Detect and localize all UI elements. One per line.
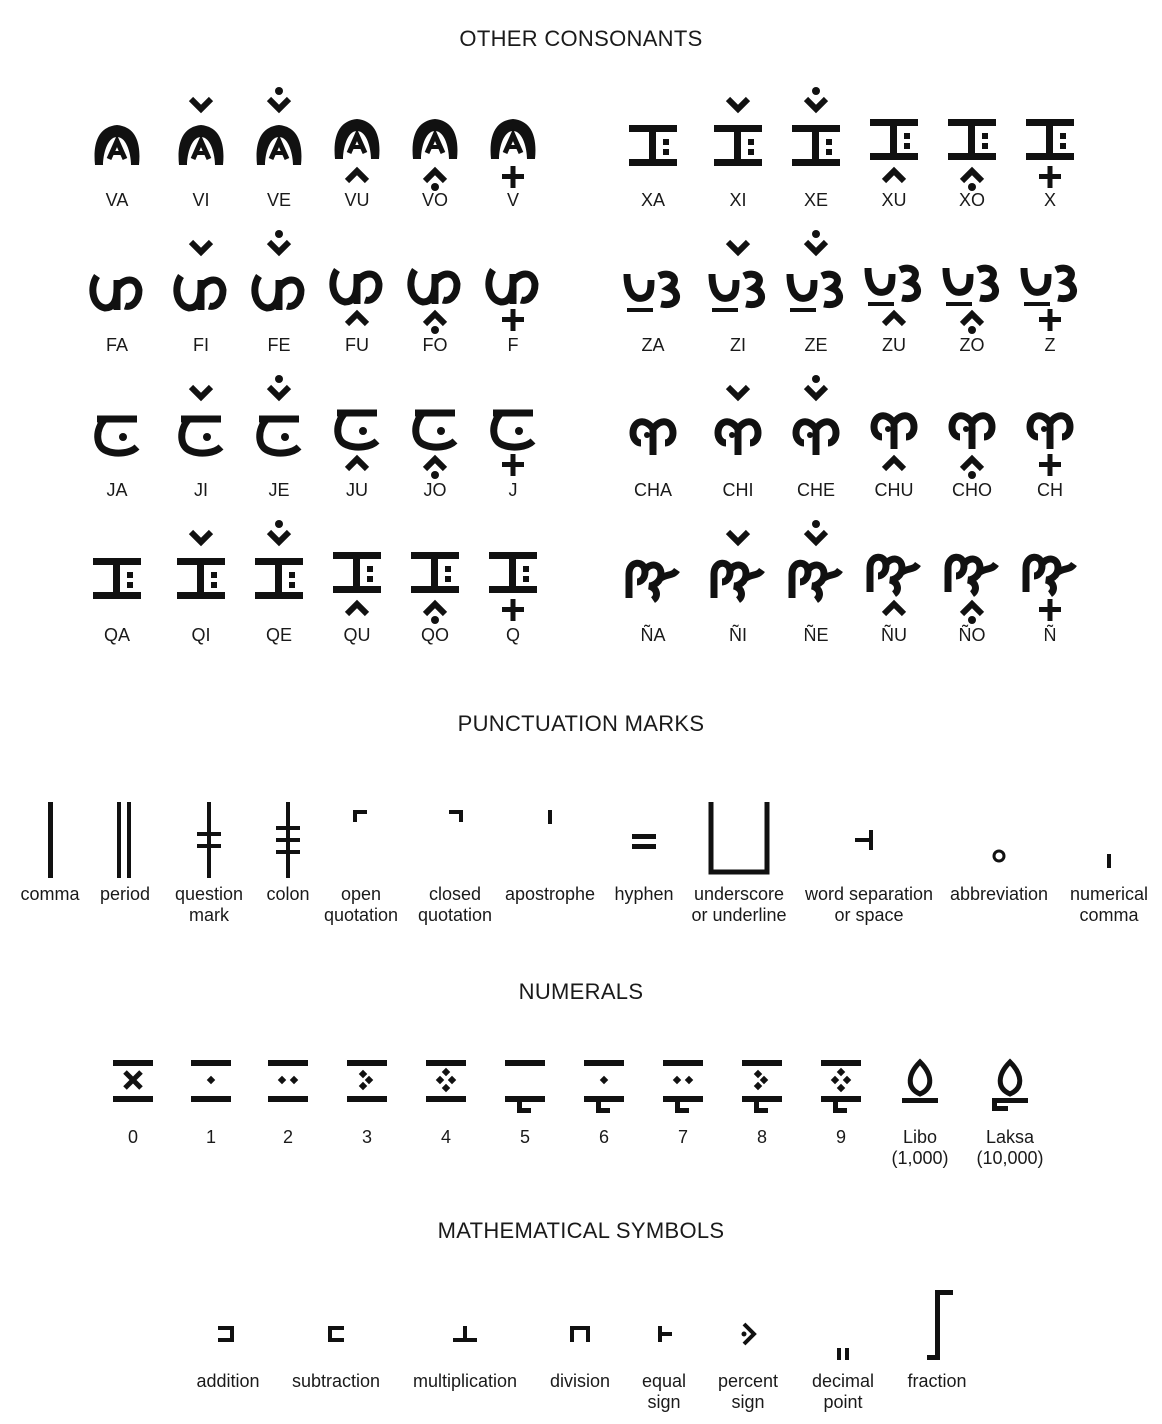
consonant-glyph-ji — [167, 369, 235, 489]
consonant-label-v-line: V — [506, 190, 520, 210]
consonant-label-z-line: Z — [1044, 335, 1056, 355]
consonant-glyph-fa — [83, 224, 151, 344]
punctuation-label-9 — [805, 884, 933, 926]
punctuation-label-9-line: or space — [834, 905, 904, 925]
numeral-label-5-line: 5 — [519, 1127, 531, 1147]
consonant-label-che-line: CHE — [796, 480, 836, 500]
numeral-label-10-line: Libo — [902, 1127, 938, 1147]
math-glyph-arch — [560, 1290, 600, 1362]
consonant-glyph-ze — [782, 224, 850, 344]
math-label-5-line: sign — [731, 1392, 765, 1412]
consonant-glyph-fo — [401, 224, 469, 344]
consonant-label-fo-line: FO — [422, 335, 448, 355]
consonant-glyph-x — [1016, 81, 1084, 201]
numeral-label-5 — [520, 1127, 530, 1148]
consonant-glyph-ñi — [704, 514, 772, 634]
punctuation-label-10 — [950, 884, 1048, 905]
heading-mathematical-symbols: MATHEMATICAL SYMBOLS — [437, 1218, 725, 1243]
consonant-label-chu-line: CHU — [874, 480, 914, 500]
consonant-glyph-chi — [704, 369, 772, 489]
consonant-label-ch — [1037, 480, 1063, 501]
consonant-label-qo-line: QO — [420, 625, 450, 645]
consonant-label-ñ-line: Ñ — [1043, 625, 1057, 645]
punctuation-label-0-line: comma — [20, 884, 80, 904]
consonant-label-ña — [640, 625, 665, 646]
consonant-label-va — [106, 190, 129, 211]
punctuation-label-9-line: word separation — [804, 884, 934, 904]
punctuation-label-3-line: colon — [266, 884, 310, 904]
punctuation-glyph-corner-top-right — [435, 802, 475, 880]
punctuation-label-1-line: period — [99, 884, 151, 904]
math-label-4-line: sign — [647, 1392, 681, 1412]
numeral-glyph-hooked-dots-2 — [661, 1058, 705, 1118]
math-glyph-right-tack — [644, 1290, 684, 1362]
numeral-glyph-hooked-dots-3 — [740, 1058, 784, 1118]
consonant-glyph-ñ — [1016, 514, 1084, 634]
punctuation-label-7-line: hyphen — [614, 884, 674, 904]
consonant-label-ze-line: ZE — [804, 335, 828, 355]
numeral-label-9-line: 9 — [835, 1127, 847, 1147]
consonant-label-cha-line: CHA — [633, 480, 673, 500]
numeral-glyph-hooked-dots-4 — [819, 1058, 863, 1118]
numeral-glyph-dots-1 — [189, 1058, 233, 1118]
consonant-label-ña-line: ÑA — [640, 625, 666, 645]
punctuation-label-6-line: apostrophe — [504, 884, 596, 904]
consonant-label-ñi — [729, 625, 747, 646]
consonant-glyph-f — [479, 224, 547, 344]
consonant-label-ju — [346, 480, 368, 501]
consonant-label-fi-line: FI — [193, 335, 209, 355]
punctuation-glyph-double-bar — [105, 802, 145, 880]
punctuation-label-11-line: comma — [1079, 905, 1139, 925]
punctuation-label-4 — [324, 884, 398, 926]
consonant-glyph-ju — [323, 369, 391, 489]
math-label-0-line: addition — [196, 1371, 260, 1391]
numeral-label-4-line: 4 — [440, 1127, 452, 1147]
punctuation-glyph-tack-left — [849, 802, 889, 880]
consonant-glyph-xu — [860, 81, 928, 201]
punctuation-label-5-line: quotation — [417, 905, 493, 925]
consonant-label-vi-line: VI — [192, 190, 210, 210]
numeral-label-10 — [891, 1127, 948, 1169]
consonant-label-zo — [960, 335, 985, 356]
consonant-label-ji-line: JI — [193, 480, 209, 500]
consonant-label-fi — [193, 335, 209, 356]
punctuation-glyph-open-box — [707, 802, 771, 880]
consonant-label-ja — [106, 480, 127, 501]
punctuation-label-1 — [100, 884, 150, 905]
math-label-3 — [550, 1371, 610, 1392]
consonant-label-f-line: F — [507, 335, 519, 355]
consonant-label-je — [268, 480, 289, 501]
consonant-label-xa — [641, 190, 665, 211]
consonant-glyph-cho — [938, 369, 1006, 489]
consonant-label-ve — [267, 190, 291, 211]
numeral-glyph-dots-4 — [424, 1058, 468, 1118]
consonant-label-za — [641, 335, 664, 356]
consonant-label-ja-line: JA — [106, 480, 128, 500]
consonant-glyph-vi — [167, 81, 235, 201]
numeral-glyph-hooked-dots-1 — [582, 1058, 626, 1118]
math-glyph-double-short-bar — [823, 1290, 863, 1362]
consonant-glyph-ñu — [860, 514, 928, 634]
punctuation-glyph-bar-two-strokes — [189, 802, 229, 880]
numeral-label-1-line: 1 — [205, 1127, 217, 1147]
consonant-label-xo-line: XO — [958, 190, 986, 210]
consonant-glyph-qu — [323, 514, 391, 634]
consonant-label-xu-line: XU — [881, 190, 907, 210]
consonant-glyph-ve — [245, 81, 313, 201]
consonant-label-f — [508, 335, 519, 356]
math-glyph-up-tack — [445, 1290, 485, 1362]
consonant-label-ju-line: JU — [346, 480, 368, 500]
numeral-label-2-line: 2 — [282, 1127, 294, 1147]
math-glyph-bracket-left — [316, 1290, 356, 1362]
consonant-glyph-qo — [401, 514, 469, 634]
consonant-label-fu-line: FU — [345, 335, 369, 355]
consonant-label-cha — [634, 480, 672, 501]
consonant-label-zi — [730, 335, 746, 356]
numeral-label-11-line: (10,000) — [976, 1148, 1044, 1168]
punctuation-glyph-short-tick — [530, 802, 570, 880]
math-label-4-line: equal — [641, 1371, 687, 1391]
punctuation-label-11 — [1070, 884, 1148, 926]
punctuation-label-2-line: question — [174, 884, 244, 904]
punctuation-label-3 — [266, 884, 309, 905]
consonant-glyph-xe — [782, 81, 850, 201]
consonant-label-ñe — [803, 625, 828, 646]
consonant-glyph-q — [479, 514, 547, 634]
consonant-glyph-v — [479, 81, 547, 201]
math-label-6-line: decimal — [811, 1371, 875, 1391]
punctuation-label-7 — [614, 884, 673, 905]
consonant-label-ñi-line: ÑI — [729, 625, 747, 645]
consonant-label-ji — [194, 480, 208, 501]
consonant-glyph-qe — [245, 514, 313, 634]
consonant-label-j-line: J — [508, 480, 518, 500]
consonant-glyph-vu — [323, 81, 391, 201]
numeral-label-10-line: (1,000) — [891, 1148, 949, 1168]
consonant-glyph-ño — [938, 514, 1006, 634]
consonant-label-qu — [344, 625, 371, 646]
consonant-glyph-zi — [704, 224, 772, 344]
consonant-glyph-j — [479, 369, 547, 489]
punctuation-label-6 — [505, 884, 595, 905]
numeral-label-11 — [976, 1127, 1043, 1169]
consonant-label-va-line: VA — [105, 190, 129, 210]
numeral-label-0 — [128, 1127, 138, 1148]
consonant-label-vu-line: VU — [344, 190, 370, 210]
punctuation-label-4-line: open — [340, 884, 382, 904]
consonant-label-ño — [959, 625, 986, 646]
punctuation-label-8-line: underscore — [693, 884, 785, 904]
math-label-1-line: subtraction — [291, 1371, 381, 1391]
consonant-label-vo — [422, 190, 448, 211]
heading-punctuation-marks: PUNCTUATION MARKS — [457, 711, 705, 736]
consonant-glyph-fi — [167, 224, 235, 344]
numeral-label-8 — [757, 1127, 767, 1148]
consonant-label-fa-line: FA — [105, 335, 129, 355]
math-label-4 — [642, 1371, 686, 1413]
consonant-glyph-ñe — [782, 514, 850, 634]
consonant-label-xe — [804, 190, 828, 211]
consonant-glyph-ña — [619, 514, 687, 634]
punctuation-glyph-low-tick — [1089, 802, 1129, 880]
consonant-label-ze — [804, 335, 827, 356]
numeral-label-2 — [283, 1127, 293, 1148]
consonant-label-fa — [106, 335, 128, 356]
consonant-label-x-line: X — [1043, 190, 1057, 210]
consonant-glyph-zo — [938, 224, 1006, 344]
math-label-6-line: point — [823, 1392, 863, 1412]
consonant-label-j — [509, 480, 518, 501]
punctuation-label-2 — [175, 884, 243, 926]
consonant-glyph-ch — [1016, 369, 1084, 489]
numeral-glyph-hooked-empty — [503, 1058, 547, 1118]
numeral-label-0-line: 0 — [127, 1127, 139, 1147]
punctuation-label-0 — [20, 884, 79, 905]
punctuation-glyph-double-dash — [624, 802, 664, 880]
consonant-label-q — [506, 625, 520, 646]
consonant-glyph-xi — [704, 81, 772, 201]
numeral-label-11-line: Laksa — [985, 1127, 1035, 1147]
punctuation-glyph-bar-three-strokes — [268, 802, 308, 880]
consonant-label-fe — [267, 335, 290, 356]
consonant-label-ñ — [1044, 625, 1057, 646]
consonant-glyph-chu — [860, 369, 928, 489]
consonant-label-vi — [192, 190, 209, 211]
numeral-glyph-libo-flame — [898, 1058, 942, 1118]
punctuation-glyph-small-circle — [979, 802, 1019, 880]
math-label-7 — [907, 1371, 966, 1392]
consonant-label-qe — [266, 625, 292, 646]
consonant-label-xi — [729, 190, 746, 211]
consonant-label-qu-line: QU — [343, 625, 371, 645]
consonant-glyph-fe — [245, 224, 313, 344]
consonant-label-qi-line: QI — [191, 625, 211, 645]
math-label-2-line: multiplication — [412, 1371, 518, 1391]
consonant-label-ch-line: CH — [1037, 480, 1063, 500]
consonant-glyph-vo — [401, 81, 469, 201]
consonant-glyph-jo — [401, 369, 469, 489]
punctuation-label-10-line: abbreviation — [949, 884, 1049, 904]
math-label-5-line: percent — [717, 1371, 779, 1391]
consonant-label-qe-line: QE — [265, 625, 293, 645]
consonant-glyph-xo — [938, 81, 1006, 201]
consonant-label-chi-line: CHI — [722, 480, 754, 500]
punctuation-label-11-line: numerical — [1069, 884, 1149, 904]
consonant-label-z — [1045, 335, 1056, 356]
consonant-label-vu — [344, 190, 369, 211]
consonant-label-ño-line: ÑO — [958, 625, 986, 645]
consonant-label-ñu — [881, 625, 907, 646]
numeral-label-6-line: 6 — [598, 1127, 610, 1147]
consonant-label-che — [797, 480, 835, 501]
consonant-glyph-xa — [619, 81, 687, 201]
consonant-label-q-line: Q — [505, 625, 521, 645]
math-label-3-line: division — [549, 1371, 611, 1391]
consonant-glyph-cha — [619, 369, 687, 489]
math-label-1 — [292, 1371, 380, 1392]
math-label-7-line: fraction — [907, 1371, 967, 1391]
math-label-6 — [812, 1371, 874, 1413]
consonant-glyph-fu — [323, 224, 391, 344]
consonant-label-chu — [875, 480, 914, 501]
punctuation-label-8 — [691, 884, 786, 926]
punctuation-label-8-line: or underline — [691, 905, 787, 925]
numeral-glyph-laksa-flame — [988, 1058, 1032, 1118]
consonant-label-qa-line: QA — [103, 625, 131, 645]
numeral-glyph-dots-2 — [266, 1058, 310, 1118]
consonant-label-ve-line: VE — [266, 190, 292, 210]
consonant-glyph-ja — [83, 369, 151, 489]
consonant-label-chi — [723, 480, 754, 501]
punctuation-label-5 — [418, 884, 492, 926]
math-glyph-chevron-dot — [728, 1290, 768, 1362]
math-glyph-tall-bracket — [917, 1290, 957, 1362]
numeral-label-3-line: 3 — [361, 1127, 373, 1147]
consonant-label-fu — [345, 335, 369, 356]
punctuation-label-5-line: closed — [428, 884, 482, 904]
consonant-label-xe-line: XE — [803, 190, 829, 210]
consonant-label-xi-line: XI — [729, 190, 747, 210]
consonant-label-qo — [421, 625, 449, 646]
consonant-label-zo-line: ZO — [959, 335, 985, 355]
consonant-glyph-qa — [83, 514, 151, 634]
punctuation-glyph-single-bar — [30, 802, 70, 880]
consonant-label-x — [1044, 190, 1056, 211]
numeral-label-3 — [362, 1127, 372, 1148]
numeral-label-7-line: 7 — [677, 1127, 689, 1147]
consonant-label-xu — [881, 190, 906, 211]
consonant-glyph-va — [83, 81, 151, 201]
numeral-glyph-dots-3 — [345, 1058, 389, 1118]
punctuation-label-4-line: quotation — [323, 905, 399, 925]
consonant-label-jo-line: JO — [423, 480, 447, 500]
consonant-label-qa — [104, 625, 130, 646]
consonant-glyph-qi — [167, 514, 235, 634]
consonant-label-cho-line: CHO — [952, 480, 992, 500]
consonant-label-v — [507, 190, 519, 211]
math-label-5 — [718, 1371, 778, 1413]
numeral-label-8-line: 8 — [756, 1127, 768, 1147]
consonant-label-fo — [423, 335, 448, 356]
consonant-label-ñu-line: ÑU — [881, 625, 907, 645]
heading-numerals: NUMERALS — [518, 979, 644, 1004]
consonant-glyph-che — [782, 369, 850, 489]
consonant-glyph-za — [619, 224, 687, 344]
consonant-label-qi — [191, 625, 210, 646]
punctuation-glyph-corner-top-left — [341, 802, 381, 880]
math-label-2 — [413, 1371, 517, 1392]
consonant-label-vo-line: VO — [421, 190, 449, 210]
numeral-label-9 — [836, 1127, 846, 1148]
consonant-label-fe-line: FE — [267, 335, 291, 355]
heading-other-consonants: OTHER CONSONANTS — [459, 26, 703, 51]
numeral-label-6 — [599, 1127, 609, 1148]
consonant-glyph-je — [245, 369, 313, 489]
numeral-glyph-zero-x — [111, 1058, 155, 1118]
math-glyph-bracket-right — [208, 1290, 248, 1362]
consonant-label-cho — [952, 480, 992, 501]
punctuation-label-2-line: mark — [189, 905, 229, 925]
numeral-label-7 — [678, 1127, 688, 1148]
consonant-glyph-z — [1016, 224, 1084, 344]
consonant-label-za-line: ZA — [641, 335, 665, 355]
consonant-label-ñe-line: ÑE — [803, 625, 829, 645]
numeral-label-4 — [441, 1127, 451, 1148]
consonant-label-je-line: JE — [268, 480, 290, 500]
consonant-label-zu — [882, 335, 906, 356]
math-label-0 — [196, 1371, 259, 1392]
consonant-label-xa-line: XA — [640, 190, 666, 210]
consonant-glyph-zu — [860, 224, 928, 344]
consonant-label-zu-line: ZU — [882, 335, 906, 355]
numeral-label-1 — [206, 1127, 216, 1148]
consonant-label-zi-line: ZI — [730, 335, 746, 355]
consonant-label-jo — [423, 480, 446, 501]
consonant-label-xo — [959, 190, 985, 211]
